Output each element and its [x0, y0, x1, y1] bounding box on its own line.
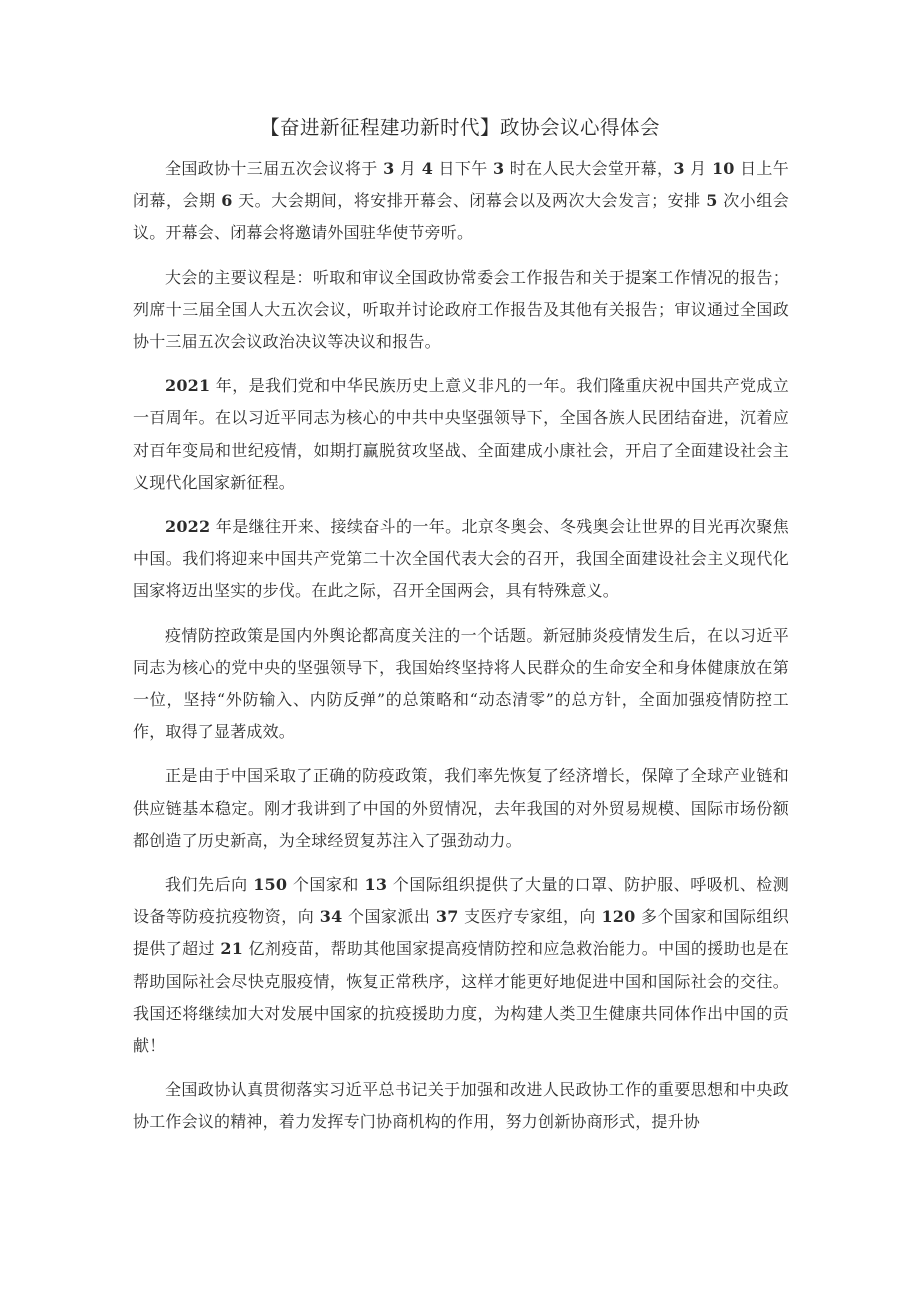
text-run: 我们先后向	[165, 875, 254, 895]
bold-number: 37	[435, 907, 459, 927]
paragraph	[133, 511, 789, 608]
text-run: 日上午闭幕，会期	[133, 159, 789, 211]
paragraph	[133, 869, 789, 1062]
bold-number: 5	[706, 191, 718, 211]
text-run: 月	[394, 159, 422, 178]
bold-number: 21	[220, 939, 244, 959]
bold-number: 120	[601, 907, 636, 927]
document-title: 【奋进新征程建功新时代】政协会议心得体会	[259, 116, 660, 139]
text-run: 个国际组织提供了大量的口罩、防护服、呼吸机、检测设备等防疫抗疫物资，向	[133, 875, 789, 927]
text-run: 年，是我们党和中华民族历史上意义非凡的一年。我们隆重庆祝中国共产党成立一百周年。在以习近平同志为核心的中共中央坚强领导下，全国各族人民团结奋进，沉着应对百年变局和世纪疫情，如期打赢脱贫攻坚战、全面建成小康社会，开启了全面建设社会主义现代化国家新征程。	[133, 376, 789, 492]
text-run: 多个国家和国际组织提供了超过	[133, 907, 789, 959]
paragraph	[133, 620, 789, 749]
bold-number: 2022	[165, 517, 211, 537]
text-run: 疫情防控政策是国内外舆论都高度关注的一个话题。新冠肺炎疫情发生后，在以习近平同志为核心的党中央的坚强领导下，我国始终坚持将人民群众的生命安全和身体健康放在第一位，坚持“外防输入、内防反弹”的总策略和“动态清零”的总方针，全面加强疫情防控工作，取得了显著成效。	[133, 625, 789, 742]
bold-number: 4	[421, 159, 434, 178]
bold-number: 3	[383, 159, 395, 178]
text-run: 支医疗专家组，向	[458, 907, 602, 927]
text-run: 亿剂疫苗，帮助其他国家提高疫情防控和应急救治能力。中国的援助也是在帮助国际社会尽快克服疫情，恢复正常秩序，这样才能更好地促进中国和国际社会的交往。我国还将继续加大对发展中国家的抗疫援助力度，为构建人类卫生健康共同体作出中国的贡献！	[133, 939, 789, 1056]
paragraph	[133, 153, 789, 250]
paragraph	[133, 1074, 789, 1138]
bold-number: 13	[364, 875, 388, 895]
bold-number: 3	[493, 159, 505, 178]
text-run: 天。大会期间，将安排开幕会、闭幕会以及两次大会发言；安排	[232, 191, 707, 211]
bold-number: 3	[673, 159, 685, 178]
text-run: 全国政协十三届五次会议将于	[165, 159, 384, 178]
text-run: 时在人民大会堂开幕，	[504, 159, 674, 178]
text-run: 次小组会议。开幕会、闭幕会将邀请外国驻华使节旁听。	[133, 191, 789, 243]
text-run: 个国家派出	[342, 907, 436, 927]
paragraph	[133, 370, 789, 499]
text-run: 正是由于中国采取了正确的防疫政策，我们率先恢复了经济增长，保障了全球产业链和供应链基本稳定。刚才我讲到了中国的外贸情况，去年我国的对外贸易规模、国际市场份额都创造了历史新高，为全球经贸复苏注入了强劲动力。	[133, 766, 789, 850]
bold-number: 150	[253, 875, 288, 895]
text-run: 日下午	[433, 159, 493, 178]
document-body	[133, 153, 789, 1151]
bold-number: 6	[221, 191, 233, 211]
text-run: 月	[684, 159, 712, 178]
paragraph	[133, 760, 789, 857]
text-run: 全国政协认真贯彻落实习近平总书记关于加强和改进人民政协工作的重要思想和中央政协工作会议的精神，着力发挥专门协商机构的作用，努力创新协商形式，提升协	[133, 1080, 789, 1132]
text-run: 大会的主要议程是：听取和审议全国政协常委会工作报告和关于提案工作情况的报告；列席十三届全国人大五次会议，听取并讨论政府工作报告及其他有关报告；审议通过全国政协十三届五次会议政治决议等决议和报告。	[133, 267, 789, 352]
bold-number: 2021	[165, 376, 211, 396]
bold-number: 10	[711, 159, 735, 178]
text-run: 个国家和	[287, 875, 365, 895]
bold-number: 34	[319, 907, 343, 927]
text-run: 年是继往开来、接续奋斗的一年。北京冬奥会、冬残奥会让世界的目光再次聚焦中国。我们将迎来中国共产党第二十次全国代表大会的召开，我国全面建设社会主义现代化国家将迈出坚实的步伐。在此之际，召开全国两会，具有特殊意义。	[133, 517, 789, 601]
paragraph	[133, 262, 789, 359]
